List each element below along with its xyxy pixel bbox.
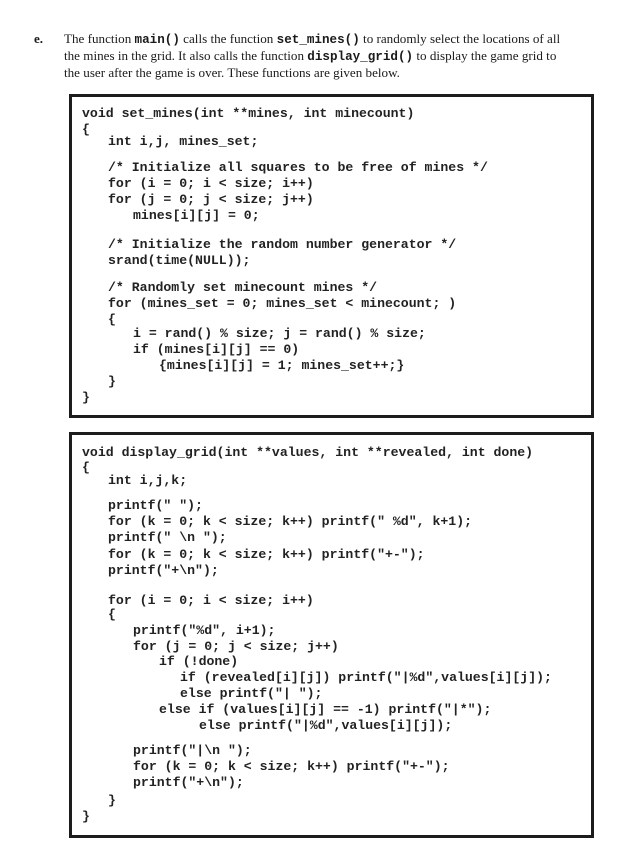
code-line: int i,j,k; xyxy=(108,473,188,488)
code-line: for (i = 0; i < size; i++) xyxy=(108,176,314,191)
code-line: printf(" "); xyxy=(108,498,203,513)
code-line: else printf("|%d",values[i][j]); xyxy=(199,718,453,733)
code-line: for (k = 0; k < size; k++) printf(" %d", k+1); xyxy=(108,514,473,529)
code-line: int i,j, mines_set; xyxy=(108,134,259,149)
code-line: { xyxy=(108,607,116,622)
code-line: else if (values[i][j] == -1) printf("|*"); xyxy=(159,702,492,717)
code-line: for (j = 0; j < size; j++) xyxy=(108,192,314,207)
code-line: i = rand() % size; j = rand() % size; xyxy=(133,326,426,341)
code-line: { xyxy=(82,460,90,475)
code-line: printf("|\n "); xyxy=(133,743,252,758)
code-line: void display_grid(int **values, int **revealed, int done) xyxy=(82,445,534,460)
code-line: /* Initialize all squares to be free of mines */ xyxy=(108,160,488,175)
code-line: for (mines_set = 0; mines_set < minecount; ) xyxy=(108,296,457,311)
code-line: printf("+\n"); xyxy=(108,563,219,578)
description-line-1: The function main() calls the function set_mines() to randomly select the locations of all xyxy=(64,31,561,47)
code-line: } xyxy=(82,390,90,405)
code-line: if (mines[i][j] == 0) xyxy=(133,342,300,357)
code-line: { xyxy=(108,312,116,327)
code-line: printf(" \n "); xyxy=(108,530,227,545)
code-line: /* Randomly set minecount mines */ xyxy=(108,280,378,295)
code-line: for (k = 0; k < size; k++) printf("+-"); xyxy=(133,759,450,774)
code-line: for (k = 0; k < size; k++) printf("+-"); xyxy=(108,547,425,562)
code-line: mines[i][j] = 0; xyxy=(133,208,260,223)
code-line: } xyxy=(108,374,116,389)
display-grid-code-box xyxy=(69,432,594,838)
code-line: void set_mines(int **mines, int minecount) xyxy=(82,106,415,121)
code-line: {mines[i][j] = 1; mines_set++;} xyxy=(159,358,405,373)
code-line: } xyxy=(82,809,90,824)
code-line: for (i = 0; i < size; i++) xyxy=(108,593,314,608)
code-line: { xyxy=(82,122,90,137)
code-line: printf("+\n"); xyxy=(133,775,244,790)
code-line: printf("%d", i+1); xyxy=(133,623,276,638)
code-line: /* Initialize the random number generator */ xyxy=(108,237,457,252)
code-line: if (revealed[i][j]) printf("|%d",values[i][j]); xyxy=(180,670,552,685)
code-display-grid: display_grid() xyxy=(307,50,414,64)
item-label: e. xyxy=(34,31,44,46)
code-line: if (!done) xyxy=(159,654,239,669)
description-line-2: the mines in the grid. It also calls the function display_grid() to display the game grid to xyxy=(64,48,557,64)
code-line: } xyxy=(108,793,116,808)
code-line: else printf("| "); xyxy=(180,686,323,701)
code-set-mines: set_mines() xyxy=(276,33,360,47)
set-mines-code-box xyxy=(69,94,594,418)
code-line: srand(time(NULL)); xyxy=(108,253,251,268)
code-line: for (j = 0; j < size; j++) xyxy=(133,639,339,654)
description-line-3: the user after the game is over. These functions are given below. xyxy=(64,65,400,80)
code-main: main() xyxy=(134,33,180,47)
